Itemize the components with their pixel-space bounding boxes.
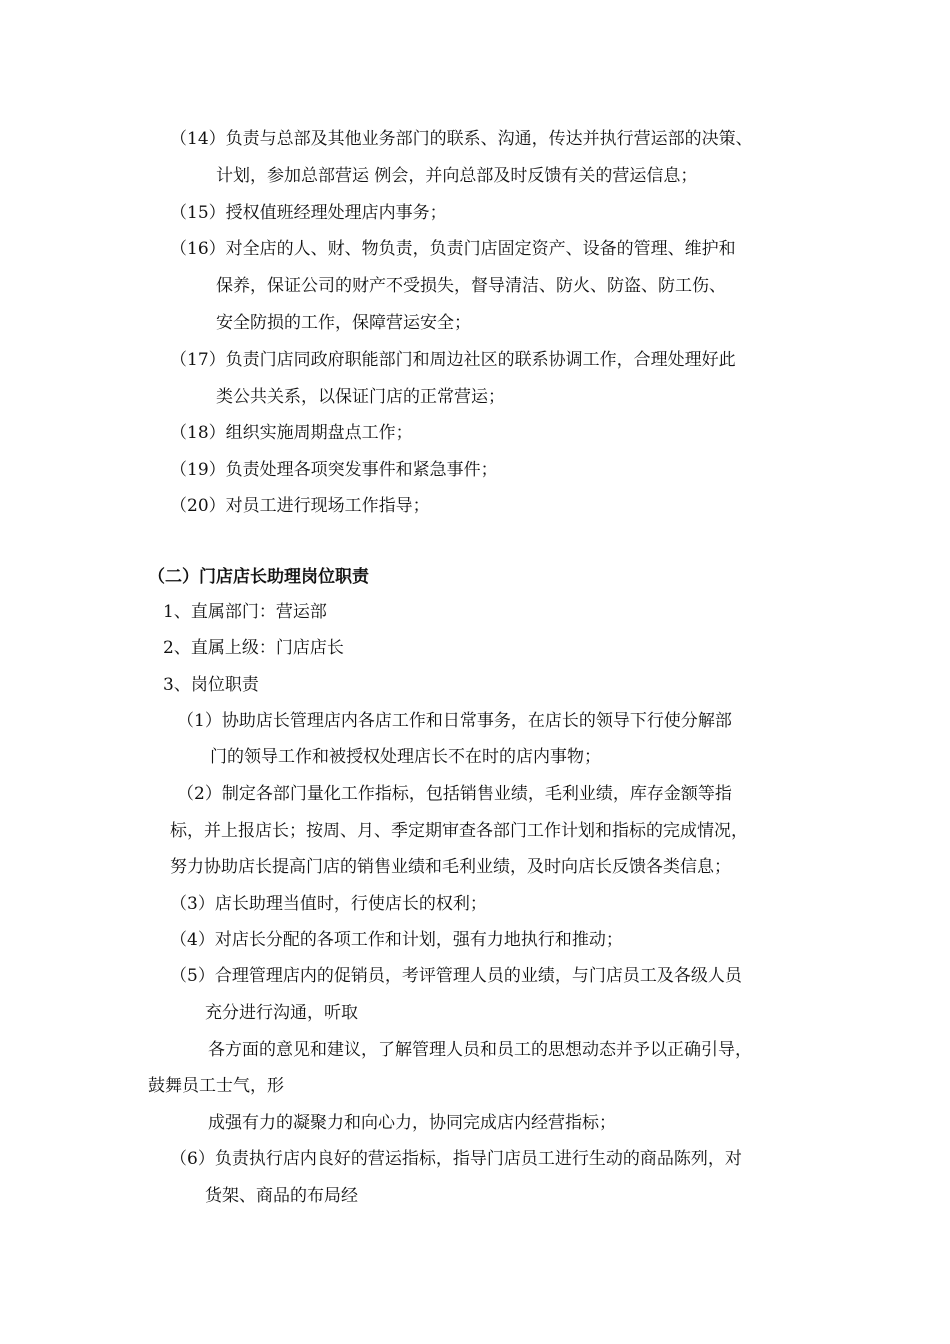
duties-title: 3、岗位职责 [163,675,259,695]
duty-6-line-2: 货架、商品的布局经 [205,1186,358,1206]
direct-superior: 2、直属上级：门店店长 [163,638,344,658]
duty-2-line-3: 努力协助店长提高门店的销售业绩和毛利业绩，及时向店长反馈各类信息； [170,857,731,877]
item-17-line-2: 类公共关系，以保证门店的正常营运； [216,387,505,407]
duty-5-line-3: 各方面的意见和建议，了解管理人员和员工的思想动态并予以正确引导， [208,1040,752,1060]
duty-5-line-5: 成强有力的凝聚力和向心力，协同完成店内经营指标； [208,1113,616,1133]
duty-2-line-1: （2）制定各部门量化工作指标，包括销售业绩，毛利业绩，库存金额等指 [177,784,732,804]
item-20-line-1: （20）对员工进行现场工作指导； [170,496,430,516]
item-19-line-1: （19）负责处理各项突发事件和紧急事件； [170,460,498,480]
direct-department: 1、直属部门：营运部 [163,602,327,622]
duty-6-line-1: （6）负责执行店内良好的营运指标，指导门店员工进行生动的商品陈列，对 [170,1149,742,1169]
duty-5-line-2: 充分进行沟通，听取 [205,1003,358,1023]
duty-1-line-2: 门的领导工作和被授权处理店长不在时的店内事物； [210,747,601,767]
section-heading: （二）门店店长助理岗位职责 [148,567,369,587]
item-16-line-1: （16）对全店的人、财、物负责，负责门店固定资产、设备的管理、维护和 [170,239,736,259]
duty-2-line-2: 标，并上报店长；按周、月、季定期审查各部门工作计划和指标的完成情况， [170,821,748,841]
duty-1-line-1: （1）协助店长管理店内各店工作和日常事务，在店长的领导下行使分解部 [177,711,732,731]
item-14-line-1: （14）负责与总部及其他业务部门的联系、沟通，传达并执行营运部的决策、 [170,129,753,149]
item-18-line-1: （18）组织实施周期盘点工作； [170,423,413,443]
duty-3-line-1: （3）店长助理当值时，行使店长的权利； [170,894,487,914]
duty-4-line-1: （4）对店长分配的各项工作和计划，强有力地执行和推动； [170,930,623,950]
item-15-line-1: （15）授权值班经理处理店内事务； [170,203,447,223]
item-16-line-2: 保养，保证公司的财产不受损失，督导清洁、防火、防盗、防工伤、 [216,276,726,296]
duty-5-line-1: （5）合理管理店内的促销员，考评管理人员的业绩，与门店员工及各级人员 [170,966,742,986]
duty-5-line-4: 鼓舞员工士气，形 [148,1076,284,1096]
item-16-line-3: 安全防损的工作，保障营运安全； [216,313,471,333]
item-14-line-2: 计划，参加总部营运 例会，并向总部及时反馈有关的营运信息； [216,166,698,186]
item-17-line-1: （17）负责门店同政府职能部门和周边社区的联系协调工作，合理处理好此 [170,350,736,370]
